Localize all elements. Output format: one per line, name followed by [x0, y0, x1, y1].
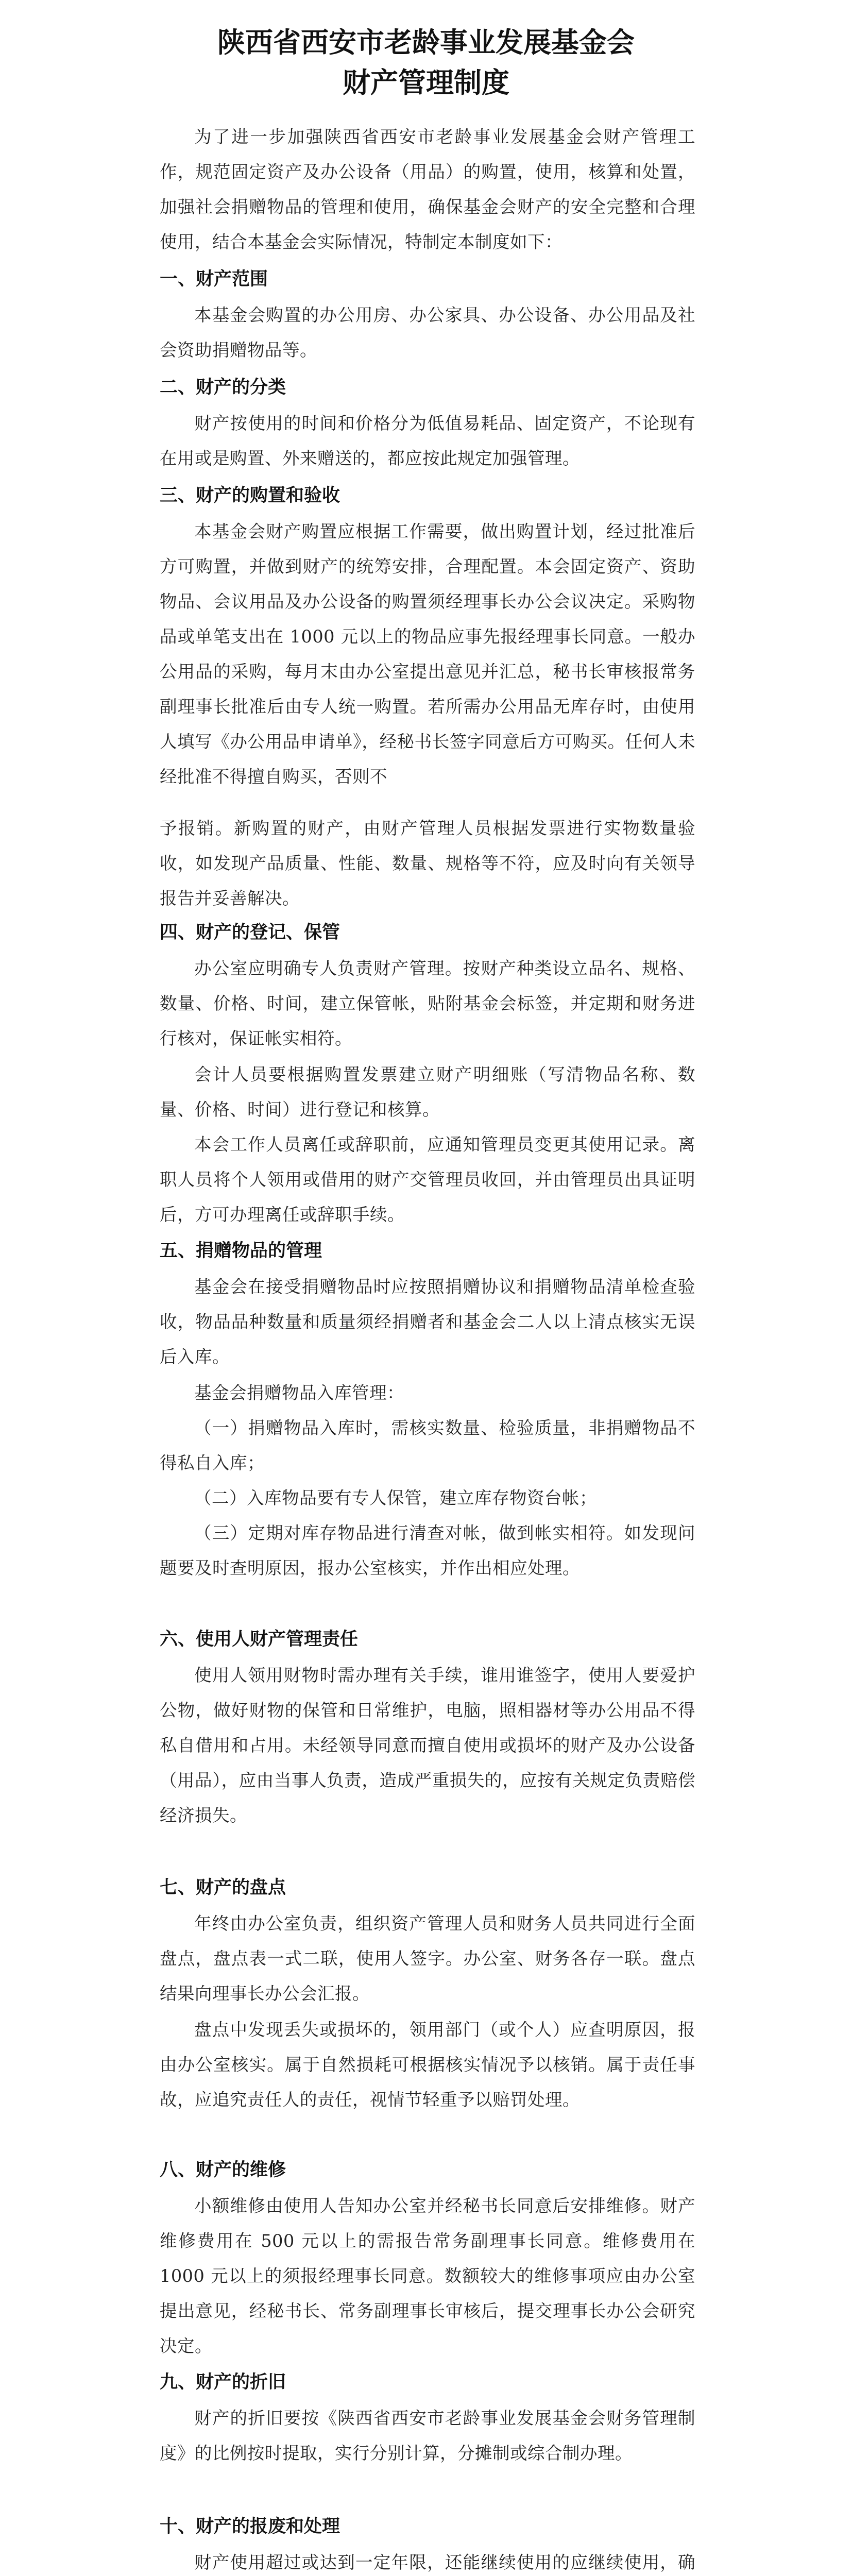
section-paragraph: 予报销。新购置的财产，由财产管理人员根据发票进行实物数量验收，如发现产品质量、性能、数量、规格等不符，应及时向有关领导报告并妥善解决。	[160, 818, 695, 908]
section-paragraph: （二）入库物品要有专人保管，建立库存物资台帐；	[194, 1488, 597, 1508]
section-heading: 十、财产的报废和处理	[160, 2516, 340, 2537]
section-heading: 五、捐赠物品的管理	[160, 1241, 322, 1261]
intro-paragraph: 为了进一步加强陕西省西安市老龄事业发展基金会财产管理工作，规范固定资产及办公设备（用品）的购置，使用，核算和处置，加强社会捐赠物品的管理和使用，确保基金会财产的安全完整和合理使用，结合本基金会实际情况，特制定本制度如下：	[160, 127, 695, 252]
section-paragraph: 本会工作人员离任或辞职前，应通知管理员变更其使用记录。离职人员将个人领用或借用的财产交管理员收回，并由管理员出具证明后，方可办理离任或辞职手续。	[160, 1134, 695, 1225]
section-heading: 八、财产的维修	[160, 2160, 286, 2180]
section-heading: 四、财产的登记、保管	[160, 922, 340, 943]
section-paragraph: 办公室应明确专人负责财产管理。按财产种类设立品名、规格、数量、价格、时间，建立保管帐，贴附基金会标签，并定期和财务进行核对，保证帐实相符。	[160, 958, 695, 1048]
section-heading: 六、使用人财产管理责任	[160, 1629, 359, 1650]
document-title: 陕西省西安市老龄事业发展基金会	[217, 26, 635, 59]
document-subtitle: 财产管理制度	[343, 66, 509, 99]
section-paragraph: 基金会在接受捐赠物品时应按照捐赠协议和捐赠物品清单检查验收，物品品种数量和质量须经捐赠者和基金会二人以上清点核实无误后入库。	[160, 1277, 695, 1367]
section-heading: 一、财产范围	[160, 269, 268, 290]
section-paragraph: 财产的折旧要按《陕西省西安市老龄事业发展基金会财务管理制度》的比例按时提取，实行分别计算，分摊制或综合制办理。	[160, 2408, 695, 2463]
section-paragraph: 本基金会财产购置应根据工作需要，做出购置计划，经过批准后方可购置，并做到财产的统筹安排，合理配置。本会固定资产、资助物品、会议用品及办公设备的购置须经理事长办公会议决定。采购物品或单笔支出在 1000 元以上的物品应事先报经理事长同意。一般办公用品的采购，每月末由办公室提出意见并汇总，秘书长审核报常务副理事长批准后由专人统一购置。若所需办公用品无库存时，由使用人填写《办公用品申请单》，经秘书长签字同意后方可购买。任何人未经批准不得擅自购买，否则不	[160, 521, 695, 787]
section-paragraph: 使用人领用财物时需办理有关手续，谁用谁签字，使用人要爱护公物，做好财物的保管和日常维护，电脑，照相器材等办公用品不得私自借用和占用。未经领导同意而擅自使用或损坏的财产及办公设备（用品），应由当事人负责，造成严重损失的，应按有关规定负责赔偿经济损失。	[160, 1665, 695, 1825]
section-paragraph: 小额维修由使用人告知办公室并经秘书长同意后安排维修。财产维修费用在 500 元以上的需报告常务副理事长同意。维修费用在 1000 元以上的须报经理事长同意。数额较大的维修事项应由办公室提出意见，经秘书长、常务副理事长审核后，提交理事长办公会研究决定。	[160, 2196, 695, 2356]
section-heading: 九、财产的折旧	[160, 2372, 286, 2393]
section-heading: 三、财产的购置和验收	[160, 485, 340, 506]
section-heading: 七、财产的盘点	[160, 1877, 286, 1898]
section-paragraph: 财产使用超过或达到一定年限，还能继续使用的应继续使用，确	[194, 2552, 695, 2572]
section-paragraph: 年终由办公室负责，组织资产管理人员和财务人员共同进行全面盘点，盘点表一式二联，使用人签字。办公室、财务各存一联。盘点结果向理事长办公会汇报。	[160, 1913, 695, 2004]
section-heading: 二、财产的分类	[160, 377, 286, 398]
section-paragraph: 会计人员要根据购置发票建立财产明细账（写清物品名称、数量、价格、时间）进行登记和核算。	[160, 1064, 695, 1120]
section-paragraph: （一）捐赠物品入库时，需核实数量、检验质量，非捐赠物品不得私自入库；	[160, 1418, 695, 1473]
section-paragraph: （三）定期对库存物品进行清查对帐，做到帐实相符。如发现问题要及时查明原因，报办公室核实，并作出相应处理。	[160, 1523, 695, 1578]
section-paragraph: 财产按使用的时间和价格分为低值易耗品、固定资产，不论现有在用或是购置、外来赠送的，都应按此规定加强管理。	[160, 413, 695, 468]
section-paragraph: 基金会捐赠物品入库管理：	[194, 1383, 404, 1403]
section-paragraph: 盘点中发现丢失或损坏的，领用部门（或个人）应查明原因，报由办公室核实。属于自然损耗可根据核实情况予以核销。属于责任事故，应追究责任人的责任，视情节轻重予以赔罚处理。	[160, 2020, 695, 2110]
section-paragraph: 本基金会购置的办公用房、办公家具、办公设备、办公用品及社会资助捐赠物品等。	[160, 305, 695, 360]
